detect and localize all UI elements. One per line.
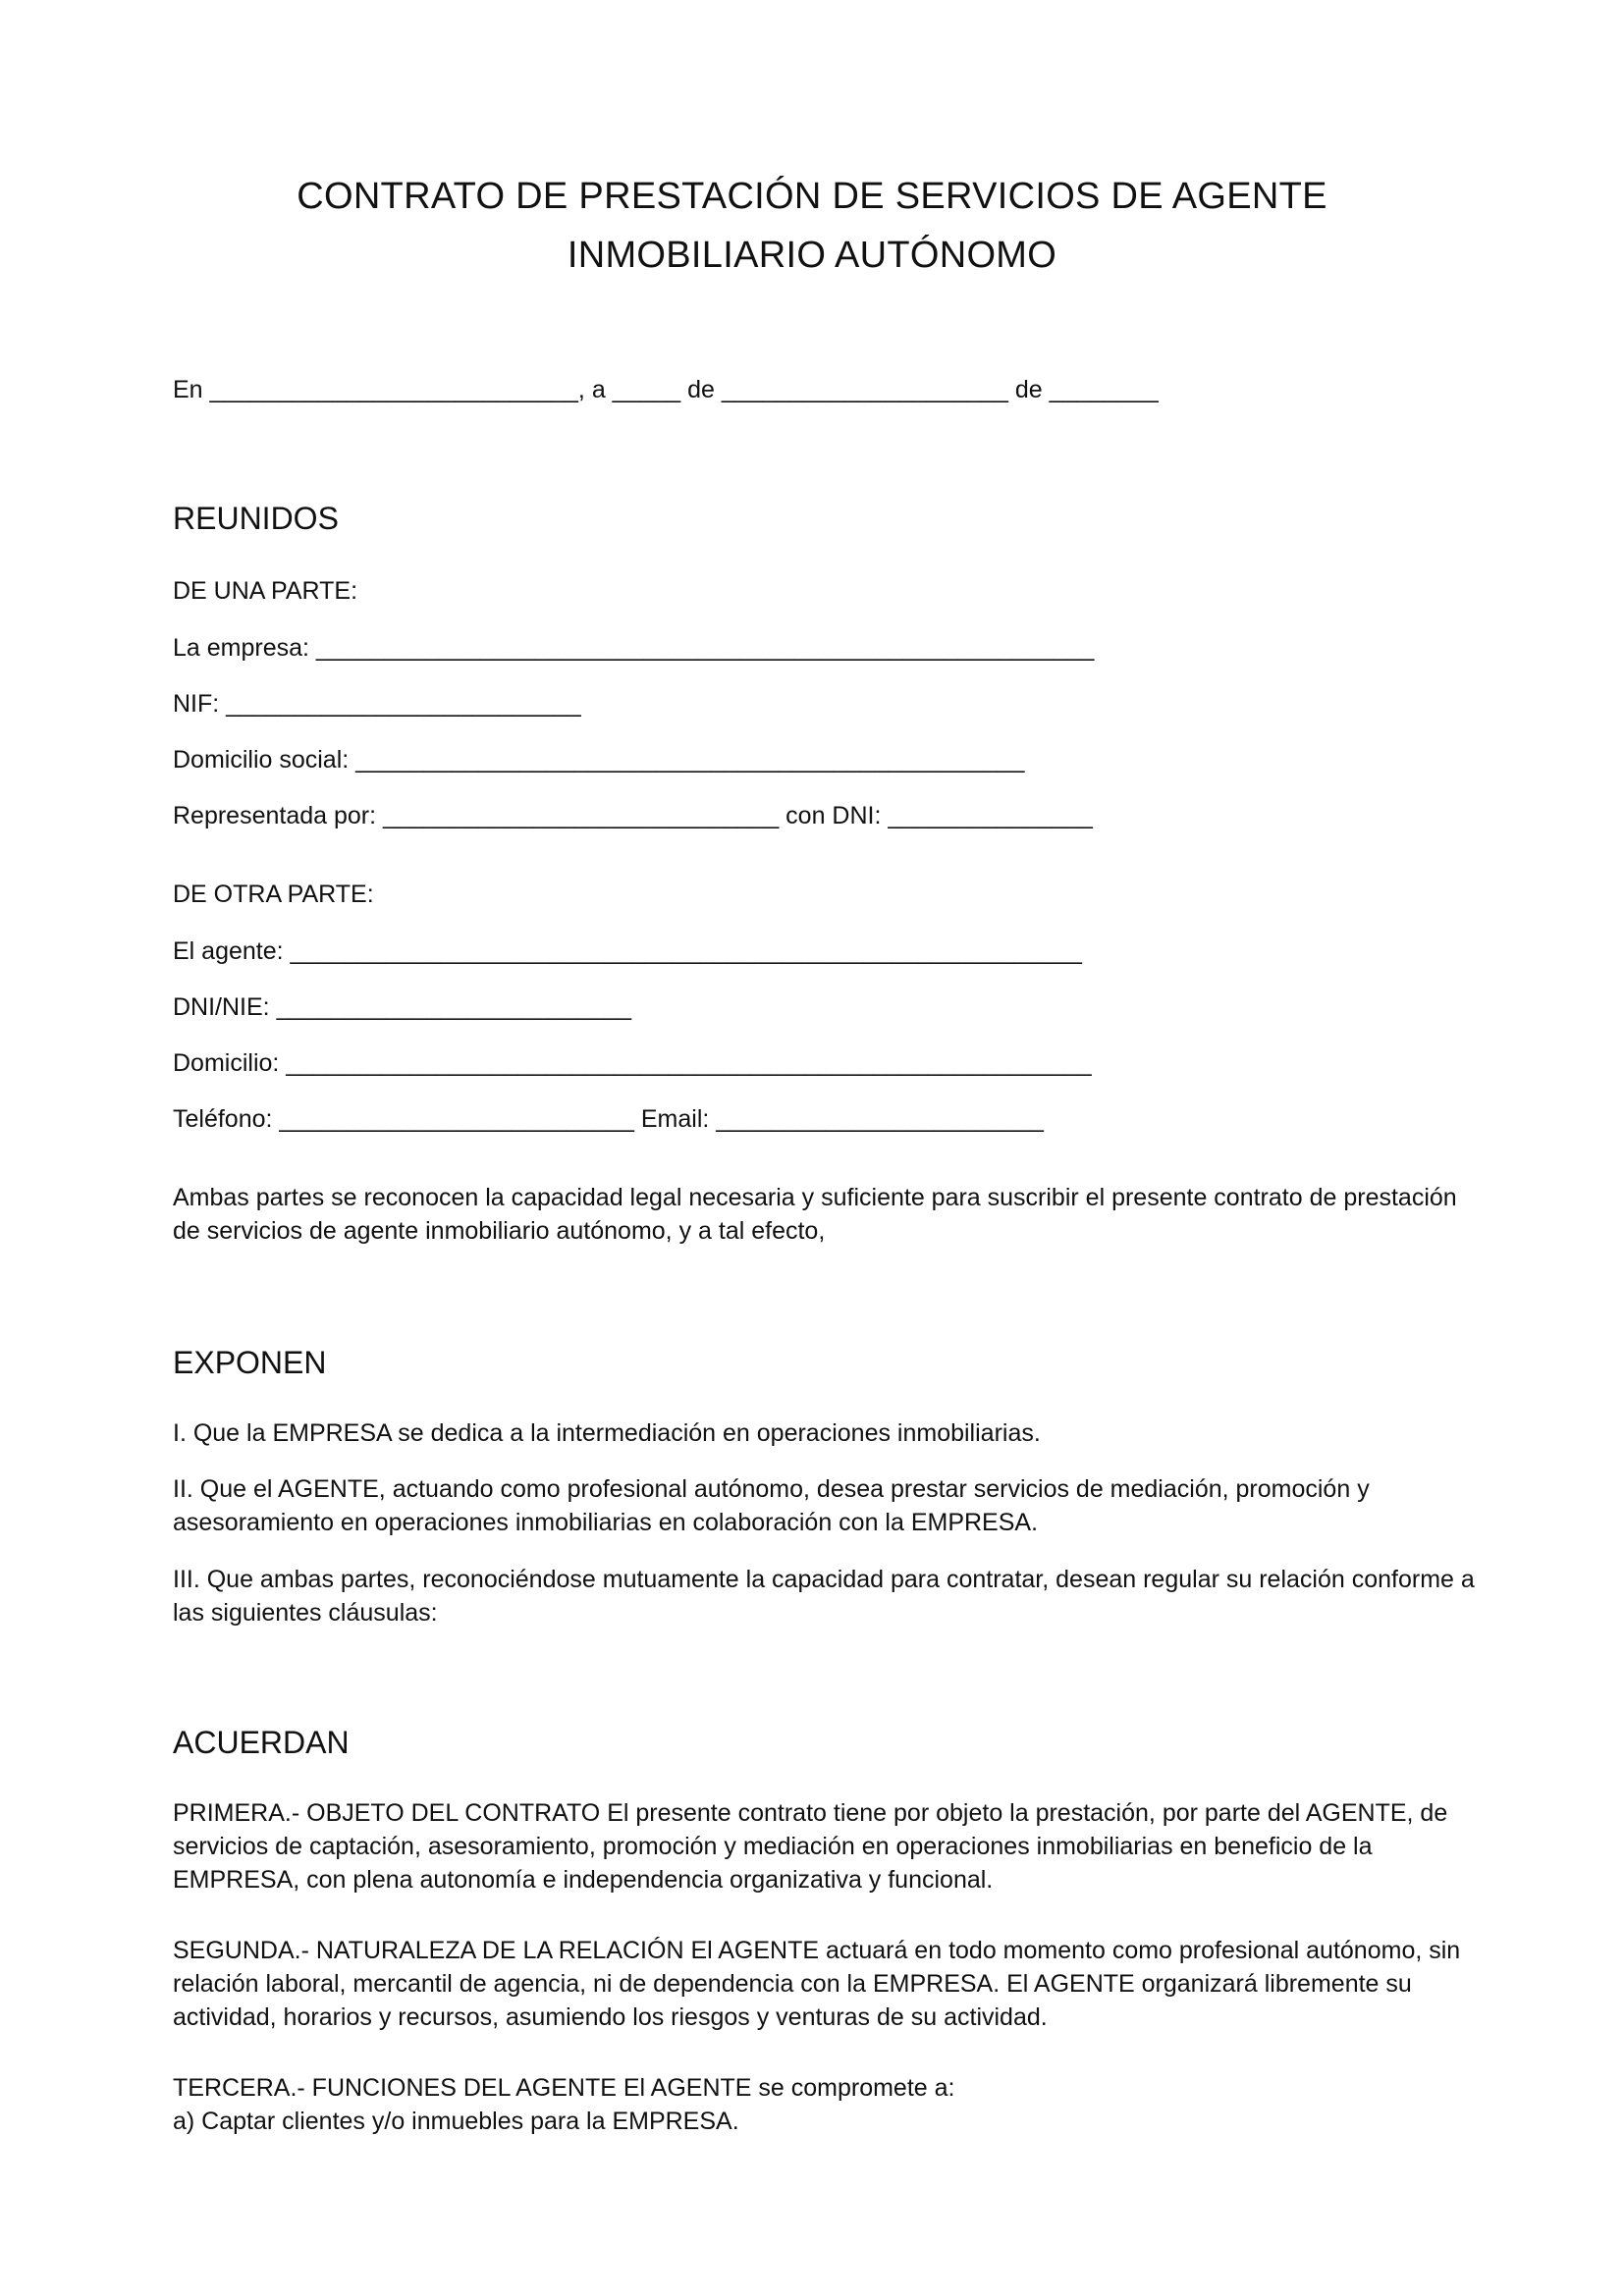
- representada-field: Representada por: _____________________________ con DNI: _______________: [173, 802, 1093, 829]
- empresa-field: La empresa: _________________________________________________________: [173, 634, 1095, 662]
- document-title-line-2: INMOBILIARIO AUTÓNOMO: [567, 235, 1057, 276]
- parte2-label: DE OTRA PARTE:: [173, 881, 374, 908]
- capacidad-paragraph: Ambas partes se reconocen la capacidad legal necesaria y suficiente para suscribir el presente contrato de prestación de servicios de agente inmobiliario autónomo, y a tal efecto,: [173, 1184, 1457, 1245]
- telefono-email-field: Teléfono: __________________________ Email: ________________________: [173, 1105, 1044, 1133]
- exponen-item-3: III. Que ambas partes, reconociéndose mutuamente la capacidad para contratar, desean regular su relación conforme a las siguientes cláusulas:: [173, 1566, 1475, 1627]
- exponen-item-1: I. Que la EMPRESA se dedica a la intermediación en operaciones inmobiliarias.: [173, 1419, 1041, 1447]
- clausula-segunda: SEGUNDA.- NATURALEZA DE LA RELACIÓN El AGENTE actuará en todo momento como profesional autónomo, sin relación laboral, mercantil de agencia, ni de dependencia con la EMPRESA. El AGENTE organizará libremente su actividad, horarios y recursos, asumiendo los riesgos y venturas de su actividad.: [173, 1937, 1461, 2031]
- exponen-heading: EXPONEN: [173, 1345, 327, 1380]
- dni-nie-field: DNI/NIE: __________________________: [173, 993, 632, 1021]
- clausula-tercera-title: TERCERA.- FUNCIONES DEL AGENTE El AGENTE se compromete a:: [173, 2074, 955, 2102]
- exponen-item-2: II. Que el AGENTE, actuando como profesional autónomo, desea prestar servicios de mediación, promoción y asesoramiento en operaciones inmobiliarias en colaboración con la EMPRESA.: [173, 1475, 1370, 1536]
- clausula-primera: PRIMERA.- OBJETO DEL CONTRATO El presente contrato tiene por objeto la prestación, por parte del AGENTE, de servicios de captación, asesoramiento, promoción y mediación en operaciones inmobiliarias en beneficio de la EMPRESA, con plena autonomía e independencia organizativa y funcional.: [173, 1799, 1448, 1894]
- place-date-line: En ___________________________, a _____ de _____________________ de ________: [173, 376, 1159, 403]
- parte1-label: DE UNA PARTE:: [173, 577, 358, 605]
- document-title-line-1: CONTRATO DE PRESTACIÓN DE SERVICIOS DE AGENTE: [297, 176, 1327, 217]
- reunidos-heading: REUNIDOS: [173, 501, 339, 536]
- acuerdan-heading: ACUERDAN: [173, 1725, 350, 1760]
- agente-field: El agente: __________________________________________________________: [173, 937, 1082, 965]
- domicilio-social-field: Domicilio social: _________________________________________________: [173, 746, 1025, 774]
- domicilio-field: Domicilio: ___________________________________________________________: [173, 1049, 1092, 1077]
- nif-field: NIF: __________________________: [173, 690, 581, 718]
- clausula-tercera-item-a: a) Captar clientes y/o inmuebles para la EMPRESA.: [173, 2108, 739, 2135]
